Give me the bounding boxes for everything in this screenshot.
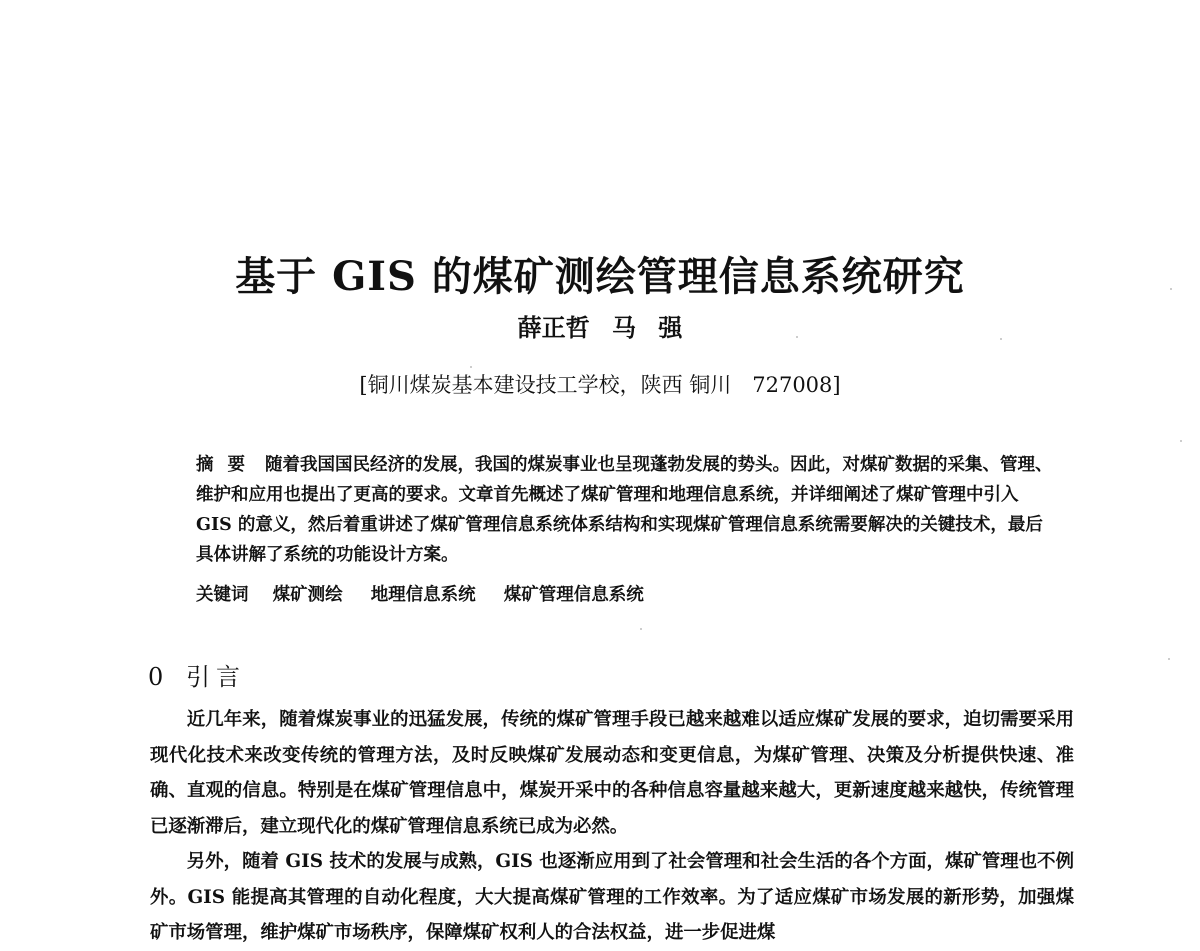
scan-speck [470, 366, 472, 368]
author-name: 马 强 [612, 313, 683, 342]
scan-speck [796, 336, 798, 338]
keyword: 煤矿测绘 [272, 585, 343, 605]
keywords [196, 580, 1056, 610]
abstract-text: 随着我国国民经济的发展，我国的煤炭事业也呈现蓬勃发展的势头。因此，对煤矿数据的采集、管理、维护和应用也提出了更高的要求。文章首先概述了煤矿管理和地理信息系统，并详细阐述了煤矿管理中引入 GIS 的意义，然后着重讲述了煤矿管理信息系统体系结构和实现煤矿管理信息系统需要解决的关键技术，最后具体讲解了系统的功能设计方案。 [196, 455, 1053, 565]
paragraph: 近几年来，随着煤炭事业的迅猛发展，传统的煤矿管理手段已越来越难以适应煤矿发展的要求，迫切需要采用现代化技术来改变传统的管理方法，及时反映煤矿发展动态和变更信息，为煤矿管理、决策及分析提供快速、准确、直观的信息。特别是在煤矿管理信息中，煤炭开采中的各种信息容量越来越大，更新速度越来越快，传统管理已逐渐滞后，建立现代化的煤矿管理信息系统已成为必然。 [150, 709, 1074, 837]
abstract [196, 450, 1056, 570]
abstract-label: 摘要 [196, 455, 259, 475]
scan-speck [1000, 338, 1002, 340]
affiliation: [铜川煤炭基本建设技工学校，陕西 铜川 727008] [359, 373, 841, 397]
section-title: 引言 [186, 663, 246, 691]
section-number: 0 [148, 663, 164, 691]
scan-speck [1180, 440, 1182, 442]
paragraph: 另外，随着 GIS 技术的发展与成熟，GIS 也逐渐应用到了社会管理和社会生活的各个方面，煤矿管理也不例外。GIS 能提高其管理的自动化程度，大大提高煤矿管理的工作效率。为了适应煤矿市场发展的新形势，加强煤矿市场管理，维护煤矿市场秩序，保障煤矿权利人的合法权益，进一步促进煤 [150, 851, 1074, 943]
body-text [150, 702, 1074, 951]
author-name: 薛正哲 [517, 313, 590, 342]
author-line [0, 312, 1200, 344]
keyword: 地理信息系统 [370, 585, 476, 605]
paper-title: 基于 GIS 的煤矿测绘管理信息系统研究 [235, 252, 965, 300]
keyword: 煤矿管理信息系统 [503, 585, 644, 605]
scan-speck [1168, 658, 1170, 660]
scan-speck [640, 628, 642, 630]
keywords-label: 关键词 [196, 585, 249, 605]
section-heading [148, 660, 246, 694]
scan-speck [1170, 288, 1172, 290]
